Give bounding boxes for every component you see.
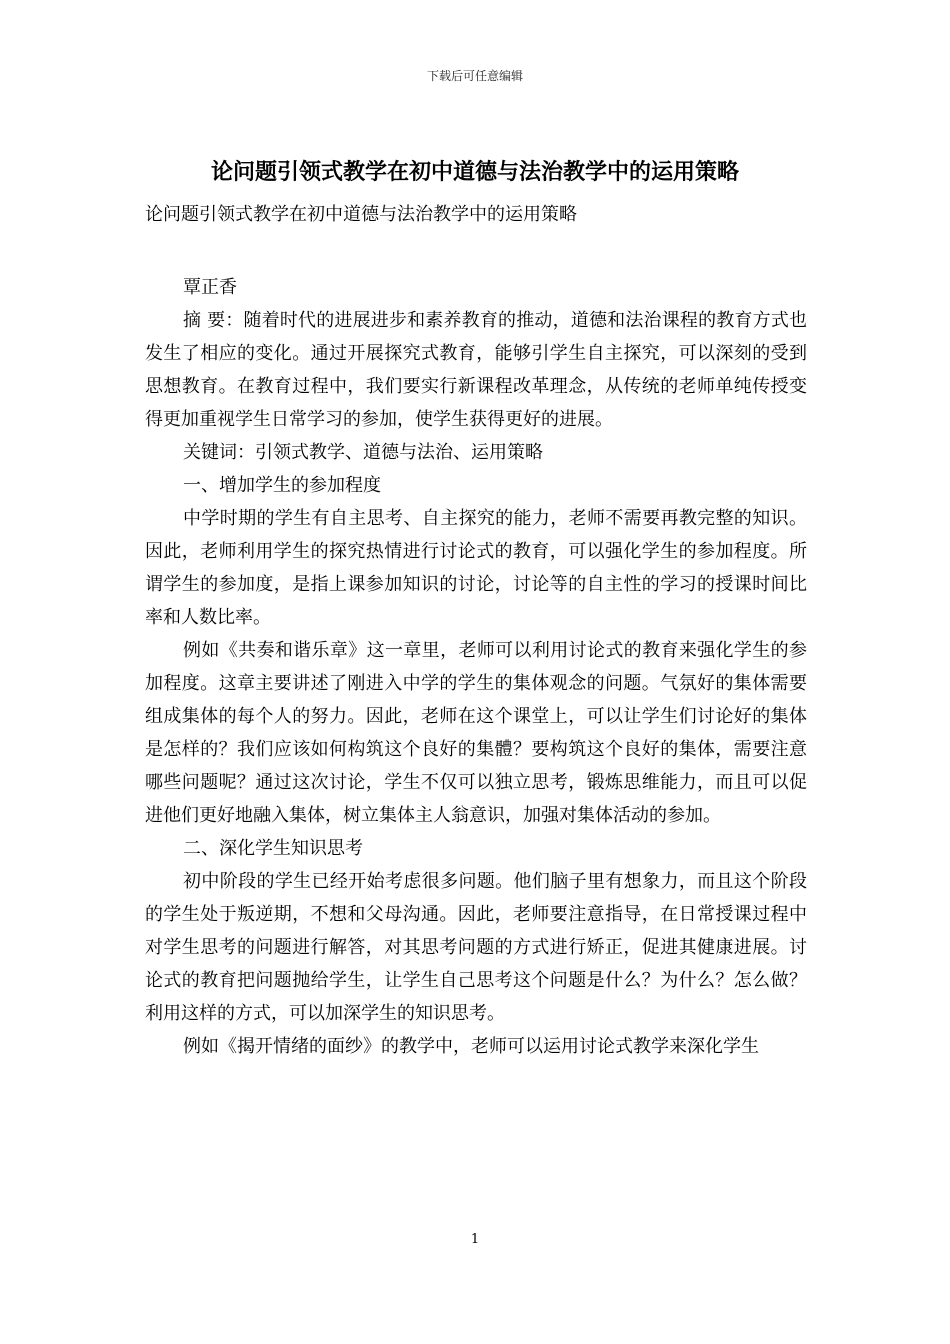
body-paragraph: 中学时期的学生有自主思考、自主探究的能力，老师不需要再教完整的知识。因此，老师利用学生的探究热情进行讨论式的教育，可以强化学生的参加程度。所谓学生的参加度，是指上课参加知识的讨论，讨论等的自主性的学习的授课时间比率和人数比率。 [145, 508, 807, 628]
document-body [145, 198, 807, 1063]
section-heading-1: 一、增加学生的参加程度 [183, 475, 381, 496]
header-note: 下载后可任意编辑 [426, 69, 523, 83]
page-number: 1 [470, 1232, 480, 1247]
body-paragraph: 初中阶段的学生已经开始考虑很多问题。他们脑子里有想象力，而且这个阶段的学生处于叛逆期，不想和父母沟通。因此，老师要注意指导，在日常授课过程中对学生思考的问题进行解答，对其思考问题的方式进行矫正，促进其健康进展。讨论式的教育把问题抛给学生，让学生自己思考这个问题是什么？为什么？怎么做？利用这样的方式，可以加深学生的知识思考。 [145, 871, 807, 1024]
section-heading-2: 二、深化学生知识思考 [183, 838, 363, 859]
spacer [145, 231, 807, 271]
body-paragraph: 例如《共奏和谐乐章》这一章里，老师可以利用讨论式的教育来强化学生的参加程度。这章主要讲述了刚进入中学的学生的集体观念的问题。气氛好的集体需要组成集体的每个人的努力。因此，老师在这个课堂上，可以让学生们讨论好的集体是怎样的？我们应该如何构筑这个良好的集體？要构筑这个良好的集体，需要注意哪些问题呢？通过这次讨论，学生不仅可以独立思考，锻炼思维能力，而且可以促进他们更好地融入集体，树立集体主人翁意识，加强对集体活动的参加。 [145, 640, 807, 826]
document-title: 论问题引领式教学在初中道德与法治教学中的运用策略 [210, 159, 739, 185]
body-paragraph: 例如《揭开情绪的面纱》的教学中，老师可以运用讨论式教学来深化学生 [183, 1036, 759, 1057]
abstract-paragraph: 摘 要：随着时代的进展进步和素养教育的推动，道德和法治课程的教育方式也发生了相应的变化。通过开展探究式教育，能够引学生自主探究，可以深刻的受到思想教育。在教育过程中，我们要实行新课程改革理念，从传统的老师单纯传授变得更加重视学生日常学习的参加，使学生获得更好的进展。 [145, 310, 807, 430]
keywords-paragraph: 关键词：引领式教学、道德与法治、运用策略 [183, 442, 543, 463]
author-name: 覃正香 [183, 277, 237, 298]
document-subtitle: 论问题引领式教学在初中道德与法治教学中的运用策略 [145, 204, 577, 225]
